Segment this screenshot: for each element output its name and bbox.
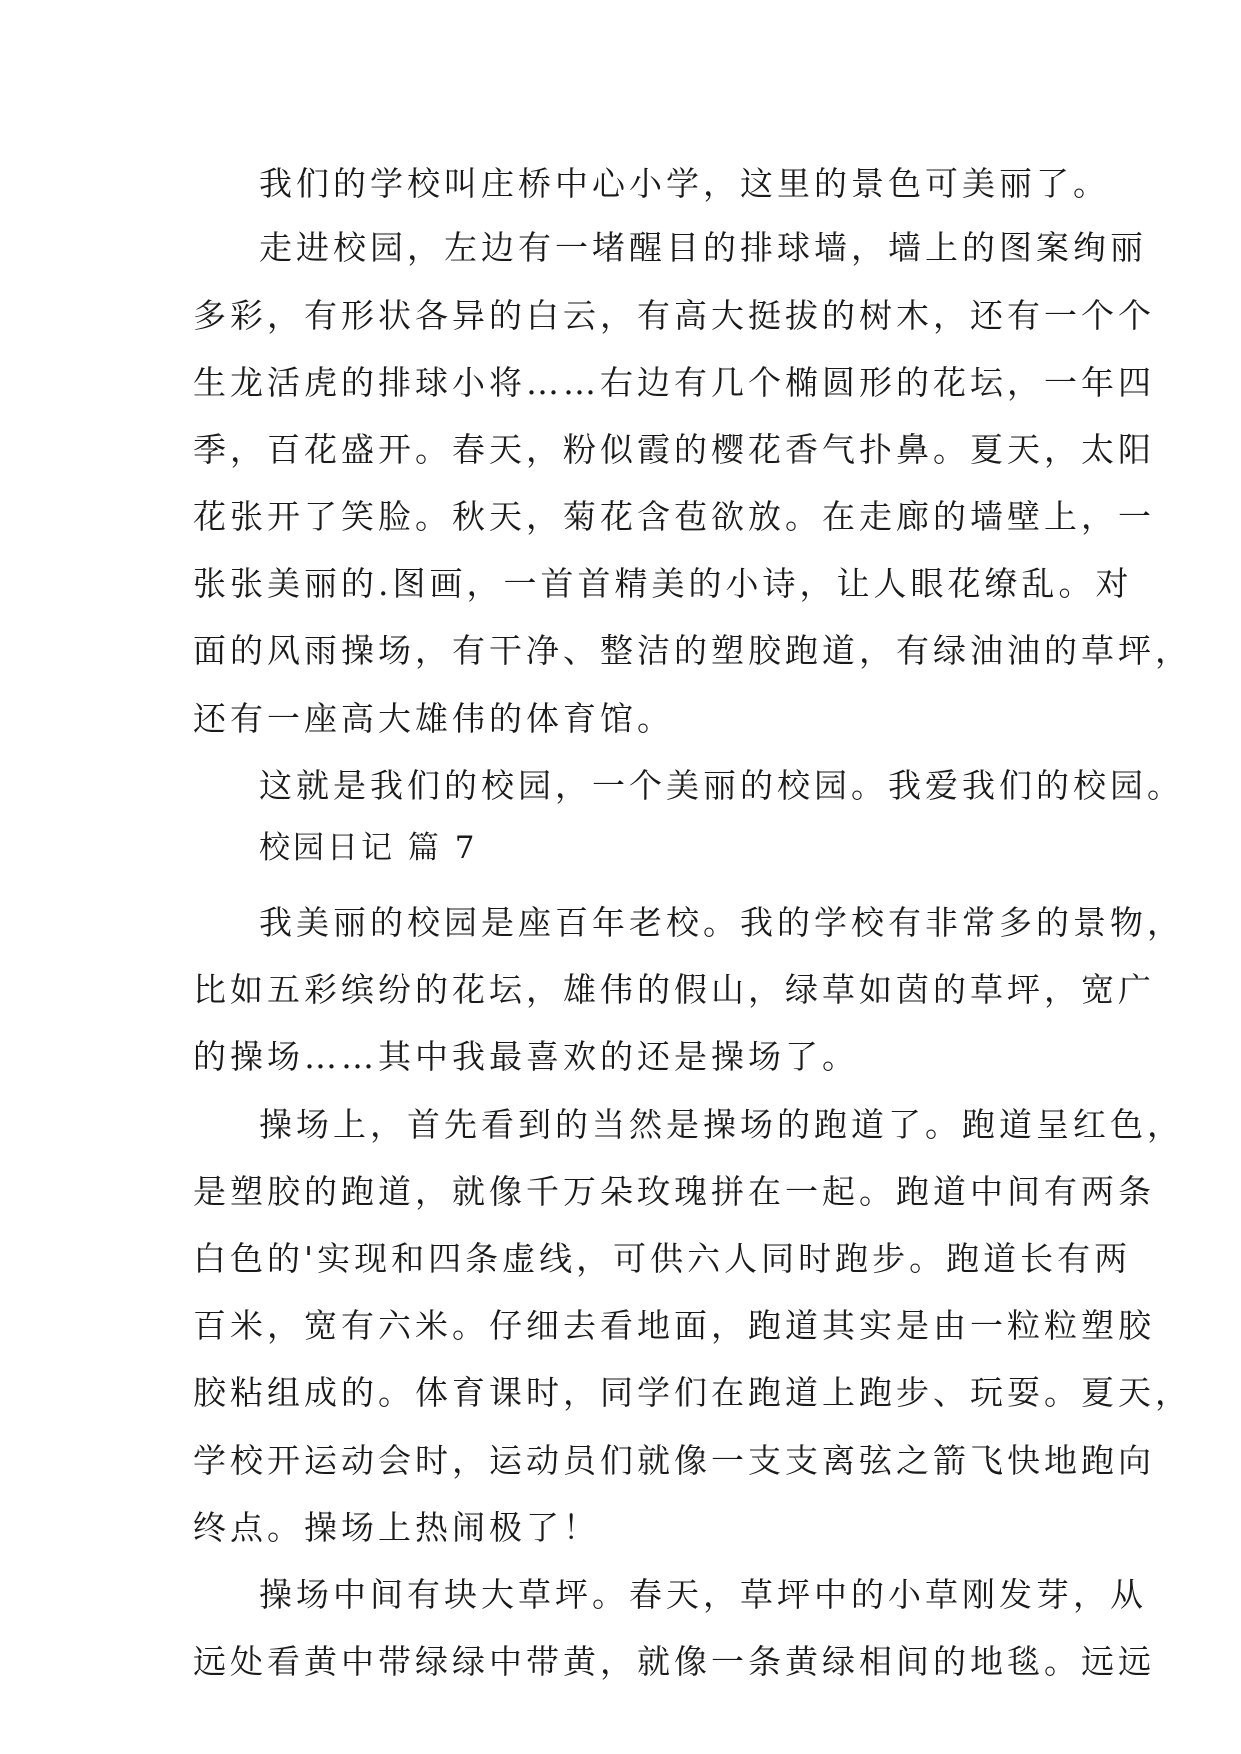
paragraph-line: 张张美丽的.图画，一首首精美的小诗，让人眼花缭乱。对 bbox=[193, 564, 1133, 603]
paragraph-line: 多彩，有形状各异的白云，有高大挺拔的树木，还有一个个 bbox=[193, 296, 1155, 335]
paragraph-line: 百米，宽有六米。仔细去看地面，跑道其实是由一粒粒塑胶 bbox=[193, 1306, 1155, 1345]
paragraph-line: 我们的学校叫庄桥中心小学，这里的景色可美丽了。 bbox=[259, 164, 1110, 203]
paragraph-line: 白色的'实现和四条虚线，可供六人同时跑步。跑道长有两 bbox=[193, 1239, 1132, 1278]
paragraph-line: 操场上，首先看到的当然是操场的跑道了。跑道呈红色， bbox=[259, 1105, 1184, 1144]
section-heading: 校园日记 篇 7 bbox=[259, 830, 478, 866]
paragraph-line: 生龙活虎的排球小将……右边有几个椭圆形的花坛，一年四 bbox=[193, 363, 1155, 402]
paragraph-line: 胶粘组成的。体育课时，同学们在跑道上跑步、玩耍。夏天， bbox=[193, 1373, 1192, 1412]
paragraph-line: 是塑胶的跑道，就像千万朵玫瑰拼在一起。跑道中间有两条 bbox=[193, 1172, 1155, 1211]
paragraph-line: 花张开了笑脸。秋天，菊花含苞欲放。在走廊的墙壁上，一 bbox=[193, 497, 1155, 536]
paragraph-line: 学校开运动会时，运动员们就像一支支离弦之箭飞快地跑向 bbox=[193, 1441, 1155, 1480]
paragraph-line: 操场中间有块大草坪。春天，草坪中的小草刚发芽，从 bbox=[259, 1575, 1147, 1614]
paragraph-line: 面的风雨操场，有干净、整洁的塑胶跑道，有绿油油的草坪， bbox=[193, 631, 1192, 670]
paragraph-line: 的操场……其中我最喜欢的还是操场了。 bbox=[193, 1037, 859, 1076]
paragraph-line: 终点。操场上热闹极了！ bbox=[193, 1508, 600, 1547]
paragraph-line: 走进校园，左边有一堵醒目的排球墙，墙上的图案绚丽 bbox=[259, 228, 1147, 267]
paragraph-line: 比如五彩缤纷的花坛，雄伟的假山，绿草如茵的草坪，宽广 bbox=[193, 970, 1155, 1009]
paragraph-line: 我美丽的校园是座百年老校。我的学校有非常多的景物， bbox=[259, 903, 1184, 942]
paragraph-line: 季，百花盛开。春天，粉似霞的樱花香气扑鼻。夏天，太阳 bbox=[193, 430, 1155, 469]
paragraph-line: 远处看黄中带绿绿中带黄，就像一条黄绿相间的地毯。远远 bbox=[193, 1642, 1155, 1681]
paragraph-line: 这就是我们的校园，一个美丽的校园。我爱我们的校园。 bbox=[259, 766, 1184, 805]
paragraph-line: 还有一座高大雄伟的体育馆。 bbox=[193, 699, 674, 738]
